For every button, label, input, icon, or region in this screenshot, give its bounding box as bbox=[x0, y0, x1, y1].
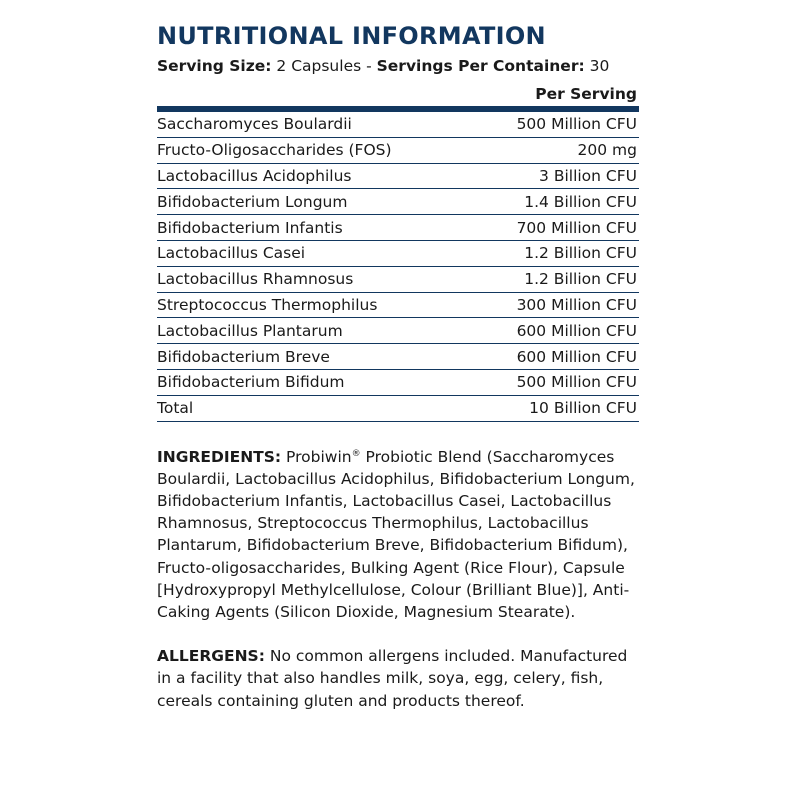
nutrition-table bbox=[157, 83, 639, 422]
ingredients-text: Probiotic Blend (Saccharomyces Boulardii, Lactobacillus Acidophilus, Bifidobacterium Longum, Bifidobacterium Infantis, Lactobacillus Casei, Lactobacillus Rhamnosus, Streptococcus Thermophilus, Lactobacillus Plantarum, Bifidobacterium Breve, Bifidobacterium Bifidum), Fructo-oligosaccharides, Bulking Agent (Rice Flour), Capsule [Hydroxypropyl Methylcellulose, Colour (Brilliant Blue)], Anti-Caking Agents (Silicon Dioxide, Magnesium Stearate). bbox=[157, 447, 635, 621]
ingredients-label: INGREDIENTS: bbox=[157, 447, 282, 466]
table-row bbox=[157, 344, 639, 370]
ingredient-amount: 300 Million CFU bbox=[475, 292, 639, 318]
ingredient-name: Lactobacillus Casei bbox=[157, 240, 475, 266]
table-row bbox=[157, 163, 639, 189]
table-body bbox=[157, 109, 639, 421]
nutrition-panel bbox=[157, 20, 641, 712]
ingredient-amount: 200 mg bbox=[475, 137, 639, 163]
ingredient-amount: 1.4 Billion CFU bbox=[475, 189, 639, 215]
ingredient-amount: 1.2 Billion CFU bbox=[475, 240, 639, 266]
table-row bbox=[157, 137, 639, 163]
page-title: NUTRITIONAL INFORMATION bbox=[157, 22, 546, 50]
serving-size-label: Serving Size: bbox=[157, 57, 272, 75]
serving-info bbox=[157, 55, 641, 77]
table-row bbox=[157, 318, 639, 344]
ingredient-name: Streptococcus Thermophilus bbox=[157, 292, 475, 318]
ingredient-amount: 3 Billion CFU bbox=[475, 163, 639, 189]
ingredient-amount: 700 Million CFU bbox=[475, 215, 639, 241]
ingredient-amount: 500 Million CFU bbox=[475, 369, 639, 395]
servings-per-container-value: 30 bbox=[584, 57, 610, 75]
table-row bbox=[157, 109, 639, 137]
allergens-text: No common allergens included. Manufactured in a facility that also handles milk, soya, egg, celery, fish, cereals containing gluten and products thereof. bbox=[157, 647, 628, 710]
allergens-label: ALLERGENS: bbox=[157, 647, 265, 666]
ingredient-name: Lactobacillus Rhamnosus bbox=[157, 266, 475, 292]
servings-per-container-label: Servings Per Container: bbox=[376, 57, 585, 75]
table-row bbox=[157, 369, 639, 395]
ingredient-amount: 600 Million CFU bbox=[475, 344, 639, 370]
registered-mark: ® bbox=[351, 448, 361, 459]
ingredient-name: Fructo-Oligosaccharides (FOS) bbox=[157, 137, 475, 163]
per-serving-header: Per Serving bbox=[157, 83, 639, 109]
ingredient-name: Bifidobacterium Infantis bbox=[157, 215, 475, 241]
ingredient-name: Lactobacillus Acidophilus bbox=[157, 163, 475, 189]
ingredient-name: Lactobacillus Plantarum bbox=[157, 318, 475, 344]
table-header-row bbox=[157, 83, 639, 109]
ingredient-name: Bifidobacterium Bifidum bbox=[157, 369, 475, 395]
table-row bbox=[157, 240, 639, 266]
ingredient-amount: 500 Million CFU bbox=[475, 109, 639, 137]
total-amount: 10 Billion CFU bbox=[475, 395, 639, 421]
ingredient-amount: 1.2 Billion CFU bbox=[475, 266, 639, 292]
allergens-paragraph bbox=[157, 645, 641, 712]
table-row bbox=[157, 215, 639, 241]
ingredients-paragraph bbox=[157, 446, 641, 624]
table-row bbox=[157, 189, 639, 215]
ingredients-brand: Probiwin bbox=[281, 447, 352, 466]
ingredient-name: Bifidobacterium Breve bbox=[157, 344, 475, 370]
table-row bbox=[157, 292, 639, 318]
ingredient-name: Saccharomyces Boulardii bbox=[157, 109, 475, 137]
serving-size-value: 2 Capsules - bbox=[271, 57, 377, 75]
table-row bbox=[157, 266, 639, 292]
ingredient-amount: 600 Million CFU bbox=[475, 318, 639, 344]
total-label: Total bbox=[157, 395, 475, 421]
ingredient-name: Bifidobacterium Longum bbox=[157, 189, 475, 215]
table-row-total bbox=[157, 395, 639, 421]
